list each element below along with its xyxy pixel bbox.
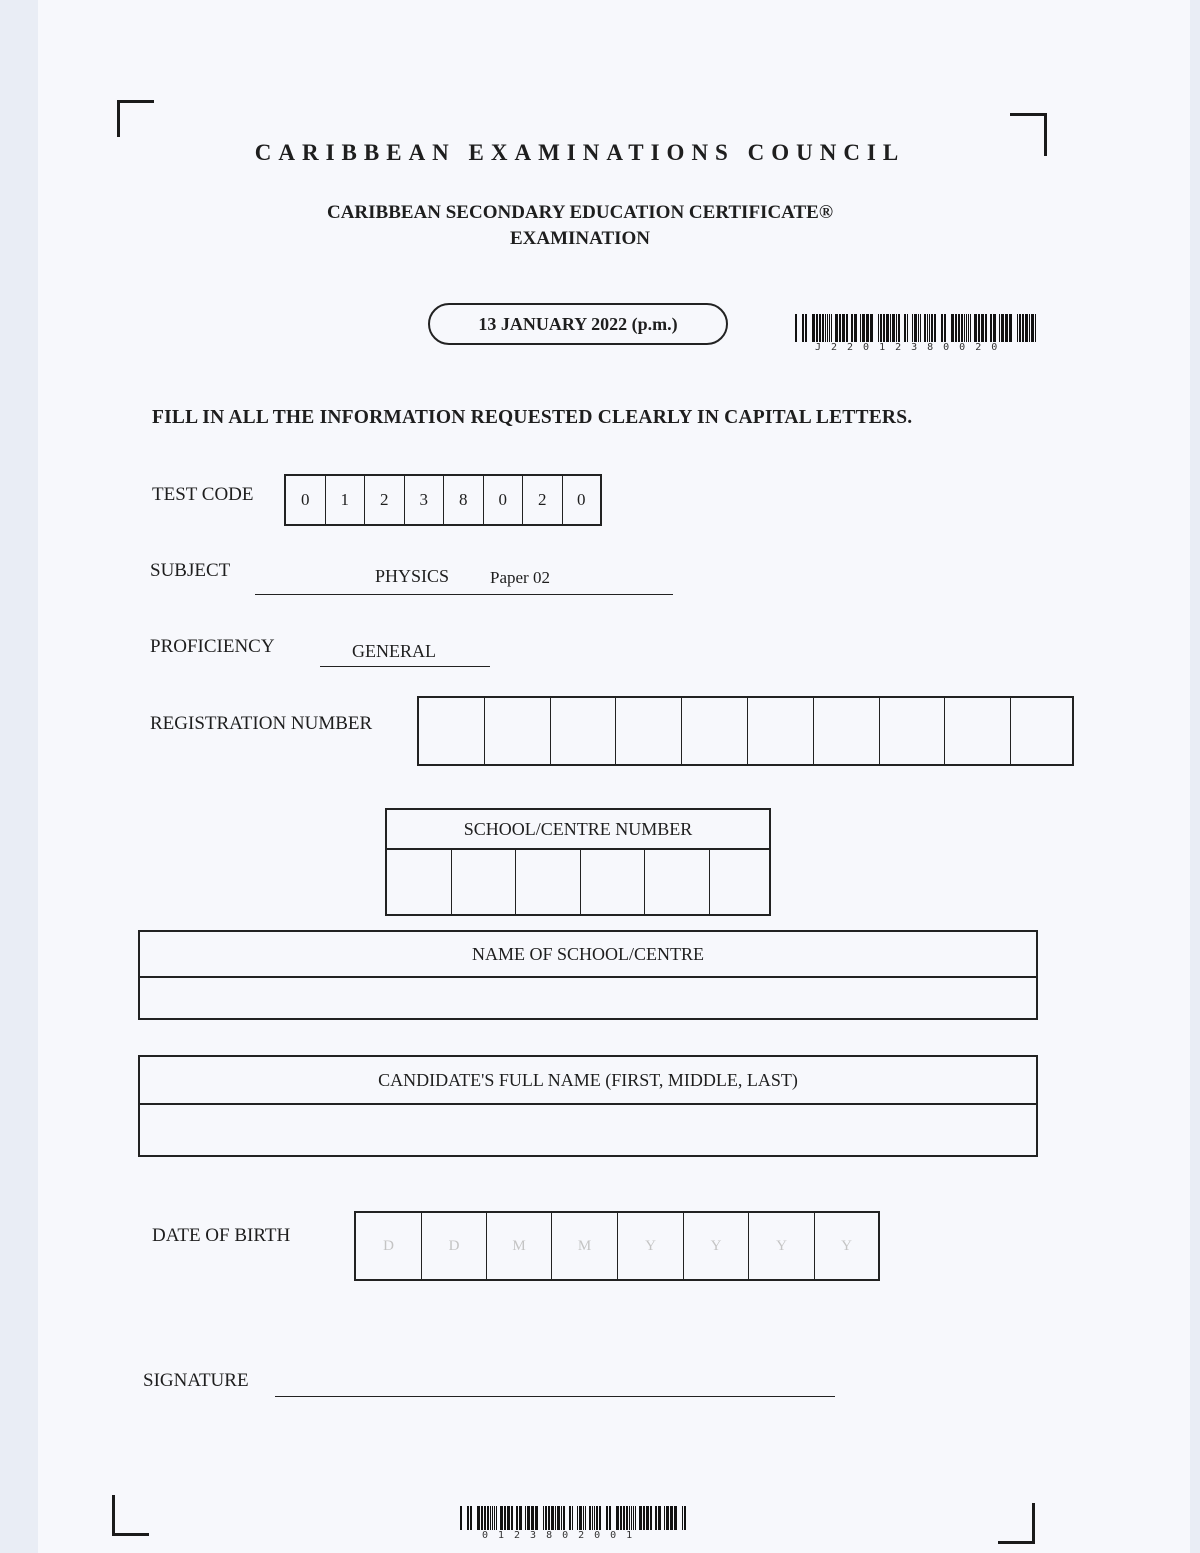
barcode-bar	[988, 314, 989, 342]
registration-number-box[interactable]	[880, 698, 946, 764]
test-code-boxes	[284, 474, 602, 526]
barcode-bar	[574, 1506, 576, 1530]
barcode-bar	[525, 1506, 526, 1530]
barcode-bar	[912, 314, 913, 342]
barcode-bar	[858, 314, 859, 342]
barcode-bar	[548, 1506, 550, 1530]
barcode-bar	[490, 1506, 491, 1530]
barcode-bar	[569, 1506, 571, 1530]
barcode-bar	[596, 1506, 598, 1530]
barcode-bar	[589, 1506, 591, 1530]
barcode-bar	[460, 1506, 462, 1530]
registration-number-box[interactable]	[551, 698, 617, 764]
barcode-bar	[579, 1506, 582, 1530]
barcode-bar	[914, 314, 917, 342]
exam-date: 13 JANUARY 2022 (p.m.)	[428, 303, 728, 345]
barcode-bar	[870, 314, 873, 342]
barcode-bar	[808, 314, 811, 342]
barcode-bar	[678, 1506, 681, 1530]
barcode-bar	[551, 1506, 554, 1530]
barcode-bar	[931, 314, 933, 342]
barcode-bar	[664, 1506, 665, 1530]
barcode-bar	[829, 314, 830, 342]
barcode-bar	[637, 1506, 638, 1530]
barcode-bar	[892, 314, 895, 342]
date-of-birth-box[interactable]: Y	[749, 1213, 815, 1279]
registration-number-box[interactable]	[748, 698, 814, 764]
barcode-bar	[602, 1506, 605, 1530]
barcode-bar	[929, 314, 930, 342]
top-barcode-bars	[795, 314, 1037, 342]
barcode-bar	[816, 314, 818, 342]
barcode-bar	[866, 314, 869, 342]
barcode-bar	[527, 1506, 530, 1530]
date-of-birth-box[interactable]: M	[552, 1213, 618, 1279]
barcode-bar	[566, 1506, 568, 1530]
barcode-bar	[646, 1506, 649, 1530]
test-code-digit: 0	[286, 476, 326, 524]
barcode-bar	[851, 314, 853, 342]
barcode-bar	[635, 1506, 636, 1530]
test-code-digit: 1	[326, 476, 366, 524]
barcode-bar	[626, 1506, 628, 1530]
barcode-bar	[833, 314, 834, 342]
school-name-field[interactable]	[140, 978, 1036, 1020]
barcode-bar	[990, 314, 992, 342]
barcode-bar	[682, 1506, 683, 1530]
barcode-bar	[539, 1506, 542, 1530]
signature-field[interactable]	[275, 1372, 835, 1397]
certificate-title-line1: CARIBBEAN SECONDARY EDUCATION CERTIFICATE®	[326, 202, 834, 223]
barcode-bar	[599, 1506, 601, 1530]
barcode-bar	[516, 1506, 518, 1530]
barcode-bar	[467, 1506, 469, 1530]
barcode-bar	[904, 314, 906, 342]
school-centre-number-box[interactable]	[581, 850, 646, 916]
registration-number-label: REGISTRATION NUMBER	[150, 713, 373, 734]
barcode-bar	[653, 1506, 654, 1530]
registration-number-box[interactable]	[485, 698, 551, 764]
subject-paper: Paper 02	[490, 568, 550, 587]
barcode-bar	[907, 314, 908, 342]
school-centre-number-box[interactable]	[387, 850, 452, 916]
barcode-bar	[819, 314, 821, 342]
barcode-bar	[854, 314, 857, 342]
barcode-bar	[612, 1506, 615, 1530]
barcode-bar	[1025, 314, 1028, 342]
barcode-bar	[924, 314, 926, 342]
barcode-bar	[795, 314, 797, 342]
subject-label: SUBJECT	[150, 560, 231, 581]
barcode-bar	[511, 1506, 513, 1530]
barcode-bar	[487, 1506, 489, 1530]
barcode-bar	[592, 1506, 593, 1530]
barcode-bar	[802, 314, 804, 342]
registration-number-box[interactable]	[419, 698, 485, 764]
barcode-bar	[961, 314, 963, 342]
barcode-bar	[981, 314, 984, 342]
barcode-bar	[535, 1506, 538, 1530]
barcode-bar	[944, 314, 946, 342]
barcode-bar	[812, 314, 815, 342]
barcode-bar	[623, 1506, 625, 1530]
barcode-bar	[543, 1506, 544, 1530]
registration-number-box[interactable]	[1011, 698, 1072, 764]
test-code-label: TEST CODE	[152, 484, 254, 505]
barcode-bar	[985, 314, 987, 342]
candidate-name-panel	[138, 1055, 1038, 1157]
barcode-bar	[822, 314, 824, 342]
barcode-bar	[941, 314, 943, 342]
barcode-bar	[1031, 314, 1034, 342]
registration-number-box[interactable]	[814, 698, 880, 764]
subject-field[interactable]	[255, 564, 673, 595]
barcode-bar	[947, 314, 950, 342]
barcode-bar	[978, 314, 980, 342]
barcode-bar	[616, 1506, 619, 1530]
barcode-bar	[849, 314, 850, 342]
barcode-bar	[639, 1506, 642, 1530]
date-of-birth-box[interactable]: D	[356, 1213, 422, 1279]
registration-number-box[interactable]	[682, 698, 748, 764]
barcode-bar	[937, 314, 940, 342]
barcode-bar	[966, 314, 967, 342]
barcode-bar	[890, 314, 891, 342]
barcode-bar	[620, 1506, 622, 1530]
test-code-digit: 0	[577, 490, 586, 509]
barcode-bar	[514, 1506, 515, 1530]
school-centre-number-box[interactable]	[516, 850, 581, 916]
barcode-bar	[1017, 314, 1018, 342]
barcode-bar	[463, 1506, 466, 1530]
barcode-bar	[835, 314, 838, 342]
school-centre-number-panel	[385, 808, 771, 916]
date-of-birth-box[interactable]: M	[487, 1213, 552, 1279]
barcode-bar	[504, 1506, 506, 1530]
school-centre-number-box[interactable]	[452, 850, 517, 916]
barcode-bar	[557, 1506, 560, 1530]
date-of-birth-label: DATE OF BIRTH	[152, 1225, 291, 1246]
barcode-bar	[531, 1506, 534, 1530]
barcode-bar	[997, 314, 998, 342]
test-code-digit: 2	[523, 476, 563, 524]
barcode-bar	[523, 1506, 524, 1530]
barcode-bar	[655, 1506, 657, 1530]
barcode-bar	[1022, 314, 1024, 342]
barcode-bar	[798, 314, 801, 342]
barcode-bar	[880, 314, 882, 342]
barcode-bar	[842, 314, 845, 342]
barcode-bar	[629, 1506, 630, 1530]
barcode-bar	[831, 314, 832, 342]
date-of-birth-box[interactable]: D	[422, 1213, 487, 1279]
bottom-barcode	[460, 1506, 688, 1541]
candidate-name-field[interactable]	[140, 1105, 1036, 1157]
barcode-bar	[555, 1506, 556, 1530]
barcode-bar	[1001, 314, 1004, 342]
school-centre-number-label: SCHOOL/CENTRE NUMBER	[387, 810, 769, 850]
registration-number-box[interactable]	[945, 698, 1011, 764]
proficiency-label: PROFICIENCY	[150, 636, 275, 657]
barcode-bar	[481, 1506, 483, 1530]
barcode-bar	[606, 1506, 608, 1530]
registration-mark-bottom-right	[998, 1503, 1035, 1544]
signature-label: SIGNATURE	[143, 1370, 249, 1391]
barcode-bar	[631, 1506, 632, 1530]
barcode-bar	[972, 314, 973, 342]
school-name-panel	[138, 930, 1038, 1020]
barcode-bar	[955, 314, 957, 342]
registration-number-boxes[interactable]	[417, 696, 1074, 766]
barcode-bar	[846, 314, 848, 342]
barcode-bar	[1005, 314, 1008, 342]
barcode-bar	[970, 314, 971, 342]
barcode-bar	[951, 314, 954, 342]
top-barcode-number: J22012380020	[815, 342, 1008, 353]
instruction-text: FILL IN ALL THE INFORMATION REQUESTED CLEARLY IN CAPITAL LETTERS.	[152, 407, 913, 428]
barcode-bar	[577, 1506, 578, 1530]
barcode-bar	[958, 314, 960, 342]
barcode-bar	[968, 314, 969, 342]
barcode-bar	[545, 1506, 547, 1530]
barcode-bar	[470, 1506, 472, 1530]
barcode-bar	[583, 1506, 584, 1530]
barcode-bar	[805, 314, 807, 342]
barcode-bar	[860, 314, 861, 342]
barcode-bar	[883, 314, 885, 342]
barcode-bar	[839, 314, 841, 342]
barcode-bar	[909, 314, 911, 342]
barcode-bar	[519, 1506, 522, 1530]
barcode-bar	[594, 1506, 595, 1530]
certificate-title	[230, 200, 930, 252]
proficiency-field[interactable]	[320, 640, 490, 667]
proficiency-value: GENERAL	[352, 641, 436, 661]
barcode-bar	[500, 1506, 503, 1530]
barcode-bar	[494, 1506, 495, 1530]
barcode-bar	[898, 314, 900, 342]
barcode-bar	[492, 1506, 493, 1530]
barcode-bar	[609, 1506, 611, 1530]
barcode-bar	[585, 1506, 586, 1530]
barcode-bar	[878, 314, 879, 342]
barcode-bar	[901, 314, 903, 342]
barcode-bar	[561, 1506, 562, 1530]
date-of-birth-box[interactable]: Y	[684, 1213, 749, 1279]
registration-mark-top-right	[1010, 113, 1047, 156]
barcode-bar	[918, 314, 919, 342]
registration-number-box[interactable]	[616, 698, 682, 764]
barcode-bar	[563, 1506, 565, 1530]
barcode-bar	[650, 1506, 652, 1530]
barcode-bar	[1035, 314, 1036, 342]
barcode-bar	[643, 1506, 645, 1530]
barcode-bar	[825, 314, 826, 342]
test-code-digit: 3	[405, 476, 445, 524]
date-of-birth-box[interactable]: Y	[841, 1237, 852, 1254]
barcode-bar	[896, 314, 897, 342]
barcode-bar	[633, 1506, 634, 1530]
barcode-bar	[993, 314, 996, 342]
certificate-title-line2: EXAMINATION	[509, 228, 651, 249]
barcode-bar	[572, 1506, 573, 1530]
barcode-bar	[666, 1506, 669, 1530]
barcode-bar	[934, 314, 936, 342]
barcode-bar	[662, 1506, 663, 1530]
subject-value: PHYSICS	[375, 566, 450, 586]
barcode-bar	[927, 314, 928, 342]
barcode-bar	[974, 314, 977, 342]
barcode-bar	[674, 1506, 677, 1530]
date-of-birth-box[interactable]: Y	[618, 1213, 684, 1279]
barcode-bar	[1009, 314, 1012, 342]
barcode-bar	[507, 1506, 510, 1530]
bottom-barcode-number: 0123802001	[482, 1530, 643, 1541]
barcode-bar	[886, 314, 889, 342]
barcode-bar	[874, 314, 877, 342]
date-of-birth-boxes[interactable]	[354, 1211, 880, 1281]
barcode-bar	[827, 314, 828, 342]
barcode-bar	[862, 314, 865, 342]
registration-mark-bottom-left	[112, 1495, 149, 1536]
barcode-bar	[498, 1506, 499, 1530]
barcode-bar	[999, 314, 1000, 342]
barcode-bar	[1029, 314, 1030, 342]
barcode-bar	[670, 1506, 673, 1530]
bottom-barcode-bars	[460, 1506, 688, 1530]
school-name-label: NAME OF SCHOOL/CENTRE	[140, 932, 1036, 978]
top-barcode	[795, 314, 1037, 353]
test-code-digit: 8	[444, 476, 484, 524]
barcode-bar	[684, 1506, 686, 1530]
school-centre-number-boxes[interactable]	[387, 850, 769, 916]
barcode-bar	[477, 1506, 480, 1530]
barcode-bar	[658, 1506, 661, 1530]
barcode-bar	[1013, 314, 1016, 342]
school-centre-number-box[interactable]	[645, 850, 710, 916]
barcode-bar	[587, 1506, 588, 1530]
test-code-digit: 0	[484, 476, 524, 524]
registration-mark-top-left	[117, 100, 154, 137]
school-centre-number-box[interactable]	[710, 850, 770, 916]
barcode-bar	[473, 1506, 476, 1530]
barcode-bar	[1019, 314, 1021, 342]
test-code-digit: 2	[365, 476, 405, 524]
barcode-bar	[920, 314, 921, 342]
barcode-bar	[964, 314, 965, 342]
candidate-name-label: CANDIDATE'S FULL NAME (FIRST, MIDDLE, LAST)	[140, 1057, 1036, 1105]
barcode-bar	[484, 1506, 486, 1530]
barcode-bar	[496, 1506, 497, 1530]
council-title: CARIBBEAN EXAMINATIONS COUNCIL	[254, 140, 906, 165]
barcode-bar	[922, 314, 923, 342]
